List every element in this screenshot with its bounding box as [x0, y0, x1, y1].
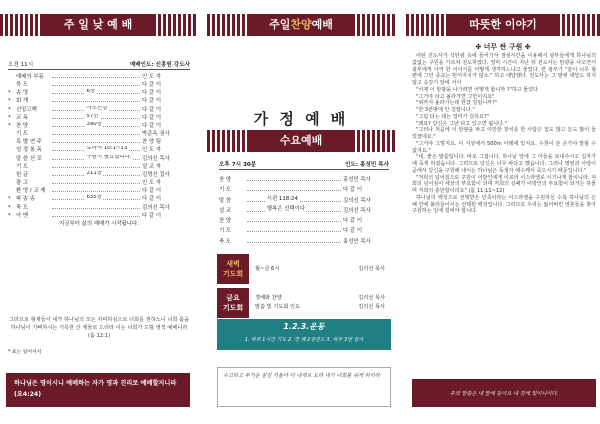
wednesday-header — [219, 160, 389, 168]
order-row — [8, 220, 190, 228]
order-mark: * — [8, 98, 11, 105]
story-paragraph: "저희의 넘어짐으로 구원이 이방인에게 이르러 이스라엘로 시기나게 함이니라. 저희의 넘어짐이 세상의 부요함이 되며 저희의 실패가 이방인의 부요함이 되거든 하물며 저희의 충만함이리요" (롬 11:11~12) — [412, 174, 596, 194]
order-row — [8, 81, 190, 89]
order-item-person: 다 같 이 — [142, 212, 162, 219]
order-dots — [52, 179, 140, 184]
order-mark: * — [8, 196, 11, 203]
order-row — [8, 146, 190, 154]
order-dots — [52, 204, 140, 209]
order-row — [8, 122, 190, 130]
order-item-name: 기 도 — [16, 131, 29, 138]
story-body — [412, 53, 596, 215]
order-dots — [247, 226, 341, 232]
order-item-name: 파 송 송 — [16, 196, 36, 203]
order-mark — [8, 171, 16, 179]
banner-stripes — [406, 14, 448, 36]
banner-stripes — [558, 14, 600, 36]
order-mark: * — [8, 90, 11, 97]
order-dots — [52, 187, 140, 192]
friday-prayer-label: 금요 기도회 — [217, 288, 249, 318]
praise-worship-title: 주일찬양예배 — [249, 14, 353, 36]
order-item-person: 다 같 이 — [343, 218, 363, 225]
story-paragraph: 하나님의 백성으로 선택받은 민족이라는 이스라엘을 구원하실 수록 하나님의 은혜 안에 불러들이시는 선택된 백성입니다. 그러므로 우리는 잃어버린 영혼들을 찾아 구원하는 일에 힘써야 합니다. — [412, 194, 596, 215]
order-dots — [247, 175, 341, 181]
order-item-detail: 390장 — [86, 121, 102, 127]
banner-stripes — [207, 130, 249, 152]
banner-stripes — [207, 14, 249, 36]
friday-line: 경배와 찬양 김의선 목사 — [255, 295, 385, 301]
order-item-person: 김의선 목사 — [343, 207, 371, 214]
story-paragraph: "그거야 타고 올라가면 그만이지요" — [416, 93, 495, 100]
order-row — [8, 187, 190, 195]
story-paragraph: "이제 이 탄광을 나가려면 어떻게 합니까 ?"하고 물었다 — [416, 86, 539, 93]
order-item-name: 설 교 — [219, 207, 232, 214]
order-dots — [52, 195, 140, 200]
order-item-person: 다 같 이 — [343, 228, 363, 235]
order-item-detail: 구원이 필요합니다. — [86, 154, 132, 160]
order-item-person: 박준옥 권사 — [142, 131, 170, 138]
order-dots — [52, 155, 140, 160]
order-item-person: 김의선 목사 — [142, 204, 170, 211]
order-item-name: 헌 금 — [16, 171, 29, 178]
order-row — [8, 130, 190, 138]
order-item-detail: 57번 — [86, 113, 99, 119]
order-mark: * — [8, 106, 11, 113]
order-item-person: 인 도 자 — [142, 180, 162, 187]
service-header — [8, 60, 190, 68]
friday-prayer-text — [249, 294, 391, 312]
divider — [8, 69, 190, 70]
order-item-detail: 시편 118:24 — [266, 194, 299, 204]
order-row — [8, 138, 190, 146]
family-worship-column — [207, 0, 395, 424]
order-dots — [52, 163, 140, 168]
dawn-prayer-label: 새벽 기도회 — [217, 254, 249, 284]
order-item-name: 찬 양 — [219, 218, 232, 225]
order-item-person: 인 도 자 — [142, 147, 162, 154]
scripture-quote-box: 하나님은 영이시니 예배하는 자가 영과 진리로 예배할지니라 (요4:24) — [6, 373, 190, 407]
order-item-name: 특 별 연 주 — [16, 139, 42, 146]
order-mark — [8, 73, 16, 81]
order-item-name: 교 독 — [16, 114, 29, 121]
order-item-detail: 6장 — [86, 89, 96, 95]
order-mark — [8, 187, 16, 195]
story-paragraph: "왜요? 당신은 그냥 타고 있으면 됩니다." — [416, 120, 507, 127]
warm-story-column — [406, 0, 600, 424]
order-dots — [247, 206, 341, 212]
sunday-worship-column — [0, 0, 196, 424]
sunday-worship-banner — [0, 14, 196, 36]
story-paragraph: "그거야 그렇지요. 이 지상에서 500m 아래에 있지요. 수천이 돈 손가야 말할 수 없지요." — [412, 140, 596, 154]
wednesday-time: 오후 7시 30분 — [219, 162, 257, 168]
story-title: ✤ 너무 싼 구원 ✤ — [475, 43, 531, 51]
order-item-name: 성 경 봉 독 — [16, 147, 42, 154]
order-row — [8, 195, 190, 203]
order-item-person: 홍성민 목사 — [343, 177, 371, 183]
family-worship-title: 가 정 예 배 — [253, 110, 349, 128]
order-dots — [52, 81, 140, 86]
praise-worship-banner — [207, 14, 395, 36]
order-item-name: 축 도 — [16, 204, 29, 211]
order-item-name: 기 도 — [219, 187, 232, 194]
order-item-detail: 211장 — [86, 170, 102, 176]
warm-story-banner — [406, 14, 600, 36]
order-item-person: 다 같 이 — [142, 90, 162, 97]
order-item-person: 김의선 목사 — [343, 197, 371, 204]
order-row — [8, 155, 190, 163]
order-mark: * — [8, 212, 11, 219]
order-item-name: 기 도 — [219, 228, 232, 235]
order-item-name: 예배의 부름 — [16, 74, 44, 80]
order-item-person: 다 같 이 — [142, 196, 162, 203]
friday-line: 말씀 및 기도회 인도 김의선 목사 — [255, 304, 385, 310]
order-row — [8, 171, 190, 179]
order-mark: * — [8, 114, 11, 121]
wednesday-order-row — [219, 226, 389, 236]
sunday-worship-title: 주 일 낮 예 배 — [42, 14, 154, 36]
banner-stripes — [353, 14, 395, 36]
movement-items: 1. 하루 1시간 기도 2. 한 해 2권전도 3. 하루 3번 감사 — [244, 337, 364, 343]
story-paragraph: "네, 좋은 말씀입니다. 바로 그겁니다. 하나님 앞에 그 아들을 보내주시고 십자가에 죽게 하셨습니다. 그러므로 당신은 너무 싸다고 했습니다. 그러나 명령과 사랑이 곧에서 당신을 구원해 내시는 하나님은 독생자 예수께서 죽으시기 때문입니다." — [412, 154, 596, 174]
order-item-name: 찬 양 — [16, 122, 29, 129]
order-row — [8, 73, 190, 81]
order-item-name: 찬 양 — [219, 177, 232, 183]
wednesday-order-row — [219, 237, 389, 247]
order-item-person: 다 같 이 — [343, 187, 363, 194]
order-item-name: 기 도 — [16, 163, 29, 170]
order-item-name: 말 씀 선 포 — [16, 155, 42, 162]
story-paragraph: "그러나 처음에 이 탄광을 파고 이만한 장치를 한 사람은 힘도 많고 돈도 많이 들었겠네요." — [412, 127, 596, 140]
dawn-prayer-text: 월~금 6시 김의선 목사 — [255, 265, 385, 272]
story-paragraph: 어떤 전도사가 석탄광 속에 들어가서 점심시간을 이용해서 광부들에게 하나님의 값없는 구원을 가르쳐 전도하였다. 얼마 시간이 지난 뒤 전도사는 탄광을 나오면서 광부에게 아까 한 이야기를 어떻게 생각하느냐고 물었다. 한 광부가 "같이 너무 형편에 그런 종교는 믿어지지가 않소." 하고 대답했다. 전도사는 그 말에 대답도 하지 않고 승강기 앞에 서서 — [412, 53, 596, 86]
order-dots — [247, 196, 341, 202]
banner-stripes — [0, 14, 42, 36]
wednesday-order-row — [219, 175, 389, 185]
order-item-person: 다 같 이 — [142, 114, 162, 121]
wednesday-worship-title: 수요예배 — [249, 130, 353, 152]
order-mark: * — [8, 122, 11, 129]
order-dots — [52, 171, 140, 176]
wednesday-worship-banner — [207, 130, 395, 152]
order-mark — [8, 146, 16, 154]
service-time: 오전 11시 — [8, 62, 34, 68]
story-paragraph: "그럼 타는 데는 얼마가 걸리요?" — [416, 113, 489, 120]
order-item-detail: 635장 — [86, 195, 102, 201]
order-dots — [52, 97, 140, 102]
order-item-name: 송 영 — [16, 90, 29, 97]
order-closing-text: 지금부터 삶의 예배가 시작됩니다. — [59, 220, 139, 227]
order-row — [8, 204, 190, 212]
order-mark — [8, 138, 16, 146]
story-paragraph: "위까지 올라가는데 한참 걸립니까?" — [416, 100, 498, 107]
closing-quote-box: 주의 말씀은 내 발에 등이요 내 길에 빛이니이다. — [412, 379, 596, 407]
order-dots — [52, 73, 140, 78]
order-dots — [52, 130, 140, 135]
order-row — [8, 97, 190, 105]
one-two-three-movement-box — [217, 319, 391, 350]
wednesday-order-row — [219, 206, 389, 216]
service-leader: 예배인도: 신흥원 강도사 — [129, 62, 190, 68]
order-item-name: 말 씀 — [219, 197, 232, 204]
order-dots — [52, 114, 140, 119]
order-mark: * — [8, 204, 11, 211]
wednesday-order — [219, 175, 389, 247]
order-item-person: 설 교 자 — [142, 163, 162, 170]
order-item-person: 김의선 목사 — [142, 155, 170, 162]
order-mark — [8, 179, 16, 187]
order-of-service — [8, 73, 190, 228]
order-item-detail: 행복은 선택이다 — [266, 204, 306, 214]
order-item-person: 다 같 이 — [142, 188, 162, 195]
order-item-person: 김명선 집사 — [142, 171, 170, 178]
order-dots — [52, 138, 140, 143]
scripture-note: 그러므로 형제들아 내가 하나님의 모든 자비하심으로 너희를 권하노니 너희 몸을 하나님이 기뻐하시는 거룩한 산 제물로 드리라 이는 너희가 드릴 영적 예배니라(롬 12:1) — [8, 317, 190, 339]
order-row — [8, 179, 190, 187]
order-dots — [52, 122, 140, 127]
order-item-person: 홍성민 목사 — [343, 238, 371, 245]
dawn-prayer-section — [217, 253, 391, 285]
order-row — [8, 89, 190, 97]
order-mark — [8, 155, 16, 163]
wednesday-leader: 인도: 홍성민 목사 — [345, 162, 389, 168]
order-row — [8, 163, 190, 171]
order-mark — [8, 163, 16, 171]
order-item-person: 다 같 이 — [142, 122, 162, 129]
order-item-person: 다 같 이 — [142, 98, 162, 105]
friday-prayer-section — [217, 287, 391, 319]
order-item-person: 다 같 이 — [142, 106, 162, 113]
order-dots — [247, 237, 341, 243]
order-item-name: 광 고 — [16, 180, 29, 187]
banner-stripes — [154, 14, 196, 36]
order-item-person: 인 도 자 — [142, 74, 162, 80]
order-dots — [247, 185, 341, 191]
order-item-name: 신앙고백 — [16, 106, 37, 113]
order-dots — [52, 212, 140, 217]
order-item-person: 찬 양 팀 — [142, 139, 162, 146]
order-dots — [52, 146, 140, 151]
movement-title: 1.2.3.운동 — [283, 322, 325, 331]
story-paragraph: "한 3분밖에 안 걸립니다." — [416, 107, 475, 113]
banner-stripes — [353, 130, 395, 152]
order-item-name: 묵 도 — [16, 82, 29, 89]
order-item-person: 다 같 이 — [142, 82, 162, 89]
order-mark — [8, 81, 16, 89]
order-item-detail: 사도신경 — [86, 105, 108, 111]
order-item-detail: 로마서 10:1~13 — [86, 146, 128, 152]
wednesday-order-row — [219, 185, 389, 195]
order-item-name: 아 멘 — [16, 212, 29, 219]
order-item-name: 회 개 — [16, 98, 29, 105]
order-item-name: 축 도 — [219, 238, 232, 245]
wednesday-order-row — [219, 216, 389, 226]
order-dots — [52, 106, 140, 111]
order-row — [8, 212, 190, 220]
warm-story-title: 따뜻한 이야기 — [448, 14, 558, 36]
order-row — [8, 106, 190, 114]
divider — [219, 169, 389, 170]
invitation-note-box: 수고하고 무거운 짐진 자들아 다 내게로 오라 내가 너희를 쉬게 하리라 — [217, 367, 391, 407]
order-dots — [247, 216, 341, 222]
order-dots — [52, 89, 140, 94]
footnote: * 표는 일어서서 — [8, 350, 42, 355]
order-mark — [8, 130, 16, 138]
order-row — [8, 114, 190, 122]
order-item-name: 환 영 / 교 제 — [16, 188, 46, 195]
